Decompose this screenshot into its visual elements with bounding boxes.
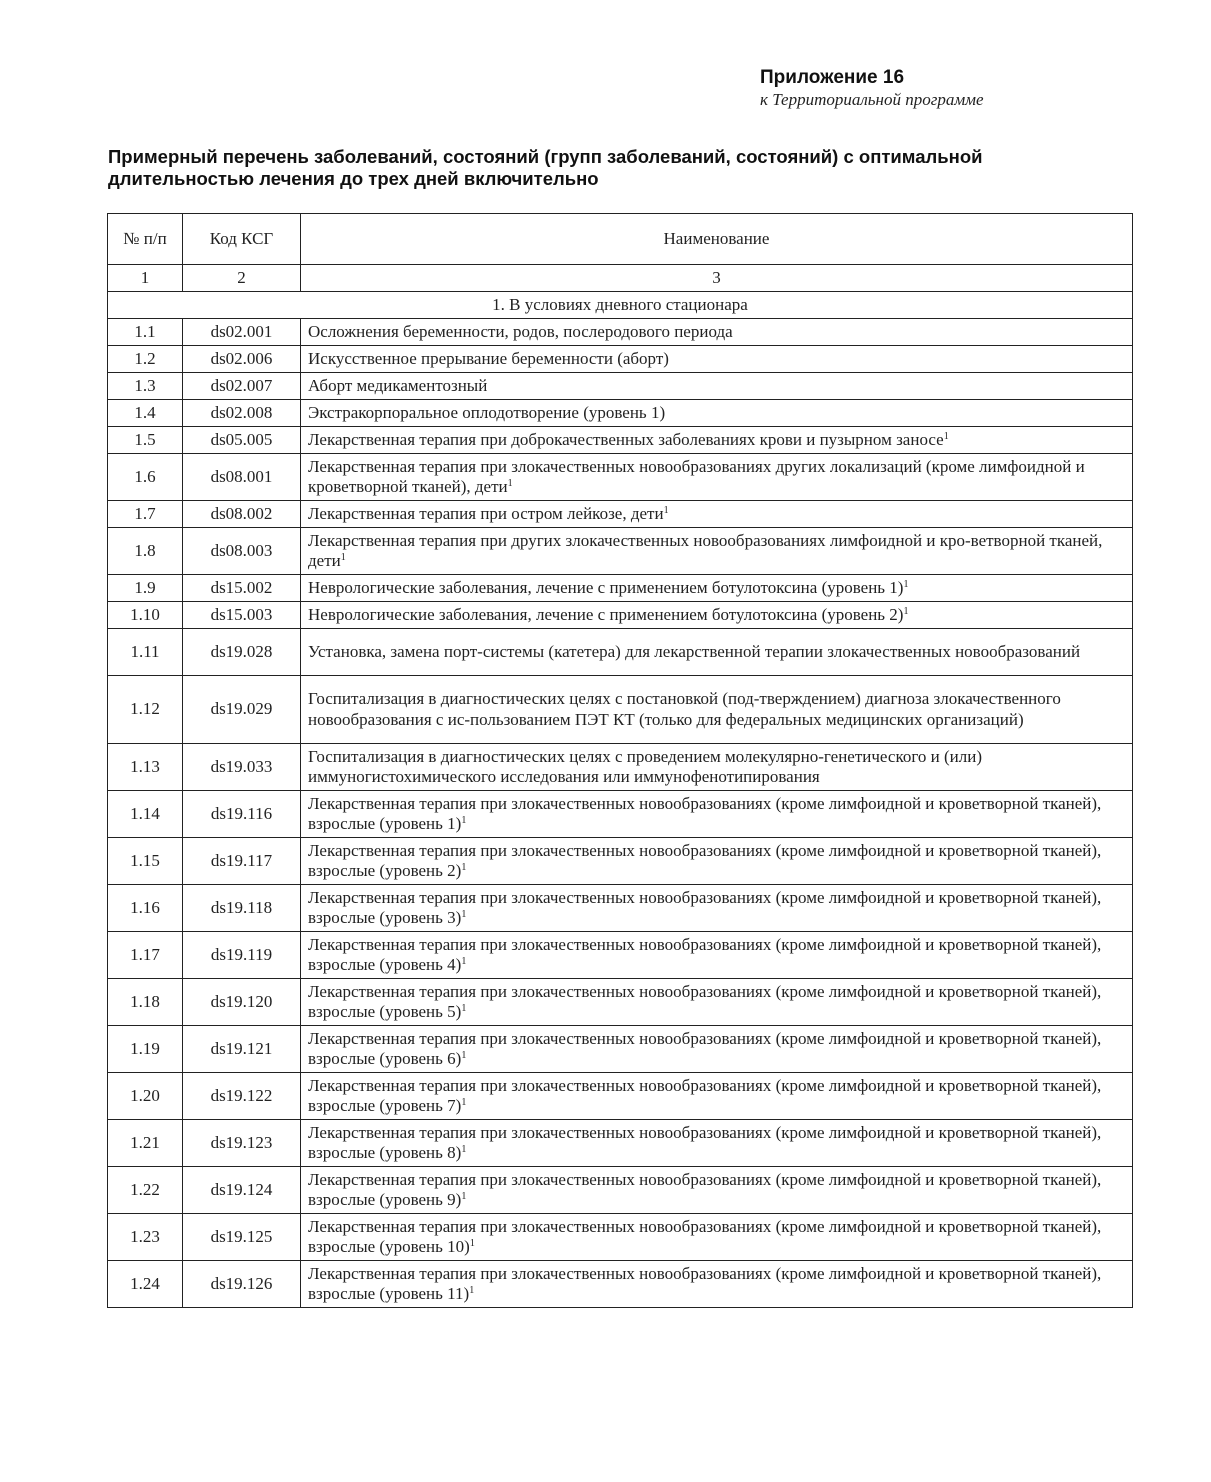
footnote-mark: 1	[903, 605, 909, 617]
footnote-mark: 1	[469, 1238, 475, 1249]
row-code: ds19.119	[183, 932, 301, 979]
row-number: 1.22	[108, 1167, 183, 1214]
row-code: ds19.029	[183, 676, 301, 744]
row-name: Осложнения беременности, родов, послеродового периода	[308, 321, 733, 341]
row-code: ds15.002	[183, 575, 301, 602]
row-name-cell	[301, 932, 1133, 979]
row-name-cell	[301, 1214, 1133, 1261]
table-row	[108, 1214, 1133, 1261]
row-name-cell	[301, 885, 1133, 932]
footnote-mark: 1	[507, 478, 513, 489]
row-name: Искусственное прерывание беременности (аборт)	[308, 348, 669, 368]
row-name-cell	[301, 501, 1133, 528]
row-number: 1.2	[108, 346, 183, 373]
row-name-cell	[301, 1073, 1133, 1120]
row-name: Лекарственная терапия при злокачественных новообразованиях (кроме лимфоидной и кроветворной тканей), взрослые (уровень 1)	[308, 793, 1102, 833]
row-number: 1.1	[108, 319, 183, 346]
footnote-mark: 1	[461, 909, 467, 920]
table-row	[108, 575, 1133, 602]
row-name-cell	[301, 602, 1133, 629]
row-code: ds08.003	[183, 528, 301, 575]
header-name: Наименование	[301, 214, 1133, 265]
appendix-subtitle: к Территориальной программе	[760, 90, 984, 109]
footnote-mark: 1	[461, 1097, 467, 1108]
column-number: 3	[301, 265, 1133, 292]
row-name: Лекарственная терапия при злокачественных новообразованиях (кроме лимфоидной и кроветворной тканей), взрослые (уровень 5)	[308, 981, 1102, 1021]
section-title: 1. В условиях дневного стационара	[108, 292, 1133, 319]
row-name: Установка, замена порт-системы (катетера) для лекарственной терапии злокачественных новообразований	[308, 641, 1081, 661]
row-name: Лекарственная терапия при злокачественных новообразованиях (кроме лимфоидной и кроветворной тканей), взрослые (уровень 11)	[308, 1263, 1102, 1303]
table-row	[108, 932, 1133, 979]
row-code: ds02.008	[183, 400, 301, 427]
row-name-cell	[301, 1026, 1133, 1073]
footnote-mark: 1	[461, 1003, 467, 1014]
section-row	[108, 292, 1133, 319]
table-row	[108, 791, 1133, 838]
row-code: ds19.116	[183, 791, 301, 838]
row-code: ds08.002	[183, 501, 301, 528]
row-number: 1.10	[108, 602, 183, 629]
row-name: Госпитализация в диагностических целях с проведением молекулярно-генетического и (или) иммуногистохимического исследования или иммунофенотипирования	[308, 746, 982, 786]
row-name: Лекарственная терапия при злокачественных новообразованиях (кроме лимфоидной и кроветворной тканей), взрослые (уровень 10)	[308, 1216, 1102, 1256]
header-code: Код КСГ	[183, 214, 301, 265]
row-name: Лекарственная терапия при злокачественных новообразованиях (кроме лимфоидной и кроветворной тканей), взрослые (уровень 9)	[308, 1169, 1102, 1209]
row-name-cell	[301, 979, 1133, 1026]
row-code: ds19.117	[183, 838, 301, 885]
appendix-title: Приложение 16	[760, 67, 905, 88]
row-name: Лекарственная терапия при злокачественных новообразованиях других локализаций (кроме лимфоидной и кроветворной тканей), дети	[308, 456, 1085, 496]
row-code: ds05.005	[183, 427, 301, 454]
row-name: Неврологические заболевания, лечение с применением ботулотоксина (уровень 1)	[308, 577, 904, 597]
row-number: 1.12	[108, 676, 183, 744]
row-code: ds02.007	[183, 373, 301, 400]
row-number: 1.7	[108, 501, 183, 528]
table-row	[108, 501, 1133, 528]
row-name-cell	[301, 427, 1133, 454]
row-name: Лекарственная терапия при злокачественных новообразованиях (кроме лимфоидной и кроветворной тканей), взрослые (уровень 3)	[308, 887, 1102, 927]
table-row	[108, 1073, 1133, 1120]
column-number: 1	[108, 265, 183, 292]
table-row	[108, 885, 1133, 932]
row-number: 1.15	[108, 838, 183, 885]
row-name-cell	[301, 373, 1133, 400]
table-row	[108, 1120, 1133, 1167]
row-number: 1.16	[108, 885, 183, 932]
row-code: ds19.122	[183, 1073, 301, 1120]
row-number: 1.13	[108, 744, 183, 791]
row-name-cell	[301, 744, 1133, 791]
row-name: Неврологические заболевания, лечение с применением ботулотоксина (уровень 2)	[308, 604, 904, 624]
column-number: 2	[183, 265, 301, 292]
table-row	[108, 400, 1133, 427]
row-number: 1.17	[108, 932, 183, 979]
row-code: ds19.121	[183, 1026, 301, 1073]
row-name-cell	[301, 838, 1133, 885]
diseases-table	[107, 213, 1133, 1308]
footnote-mark: 1	[461, 1050, 467, 1061]
row-name: Лекарственная терапия при других злокачественных новообразованиях лимфоидной и кро-ветворной тканей, дети	[308, 530, 1103, 570]
row-code: ds08.001	[183, 454, 301, 501]
row-number: 1.8	[108, 528, 183, 575]
row-number: 1.3	[108, 373, 183, 400]
row-name-cell	[301, 1167, 1133, 1214]
row-name-cell	[301, 1261, 1133, 1308]
table-row	[108, 373, 1133, 400]
row-name-cell	[301, 454, 1133, 501]
row-name-cell	[301, 676, 1133, 744]
row-code: ds19.118	[183, 885, 301, 932]
row-number: 1.6	[108, 454, 183, 501]
table-row	[108, 528, 1133, 575]
table-row	[108, 744, 1133, 791]
row-name-cell	[301, 346, 1133, 373]
row-code: ds19.126	[183, 1261, 301, 1308]
row-name: Лекарственная терапия при злокачественных новообразованиях (кроме лимфоидной и кроветворной тканей), взрослые (уровень 6)	[308, 1028, 1102, 1068]
footnote-mark: 1	[461, 862, 467, 873]
row-number: 1.11	[108, 629, 183, 676]
footnote-mark: 1	[469, 1285, 475, 1296]
row-name: Лекарственная терапия при остром лейкозе, дети	[308, 503, 664, 523]
row-number: 1.5	[108, 427, 183, 454]
table-row	[108, 838, 1133, 885]
row-name: Лекарственная терапия при злокачественных новообразованиях (кроме лимфоидной и кроветворной тканей), взрослые (уровень 7)	[308, 1075, 1102, 1115]
footnote-mark: 1	[340, 552, 346, 563]
row-name-cell	[301, 629, 1133, 676]
table-row	[108, 602, 1133, 629]
row-code: ds19.124	[183, 1167, 301, 1214]
row-number: 1.9	[108, 575, 183, 602]
table-row	[108, 676, 1133, 744]
row-number: 1.21	[108, 1120, 183, 1167]
row-number: 1.4	[108, 400, 183, 427]
row-name: Лекарственная терапия при доброкачественных заболеваниях крови и пузырном заносе	[308, 429, 944, 449]
row-number: 1.20	[108, 1073, 183, 1120]
footnote-mark: 1	[461, 815, 467, 826]
row-name: Экстракорпоральное оплодотворение (уровень 1)	[308, 402, 666, 422]
table-row	[108, 1167, 1133, 1214]
table-row	[108, 346, 1133, 373]
footnote-mark: 1	[461, 1144, 467, 1155]
footnote-mark: 1	[461, 956, 467, 967]
row-code: ds19.120	[183, 979, 301, 1026]
footnote-mark: 1	[663, 504, 669, 516]
table-row	[108, 1261, 1133, 1308]
footnote-mark: 1	[943, 430, 949, 442]
row-number: 1.18	[108, 979, 183, 1026]
row-code: ds02.001	[183, 319, 301, 346]
row-name: Аборт медикаментозный	[308, 375, 488, 395]
row-name-cell	[301, 400, 1133, 427]
row-name-cell	[301, 1120, 1133, 1167]
row-code: ds19.028	[183, 629, 301, 676]
row-name: Лекарственная терапия при злокачественных новообразованиях (кроме лимфоидной и кроветворной тканей), взрослые (уровень 8)	[308, 1122, 1102, 1162]
row-code: ds15.003	[183, 602, 301, 629]
table-row	[108, 427, 1133, 454]
table-header-row	[108, 214, 1133, 265]
row-name: Госпитализация в диагностических целях с постановкой (под-тверждением) диагноза злокачественного новообразования с ис-пользованием ПЭТ КТ (только для федеральных медицинских организаций)	[308, 689, 1061, 729]
row-number: 1.19	[108, 1026, 183, 1073]
row-name: Лекарственная терапия при злокачественных новообразованиях (кроме лимфоидной и кроветворной тканей), взрослые (уровень 2)	[308, 840, 1102, 880]
row-number: 1.24	[108, 1261, 183, 1308]
row-name-cell	[301, 319, 1133, 346]
column-numbers-row	[108, 265, 1133, 292]
row-name-cell	[301, 575, 1133, 602]
table-row	[108, 319, 1133, 346]
row-code: ds19.033	[183, 744, 301, 791]
footnote-mark: 1	[903, 578, 909, 590]
table-row	[108, 629, 1133, 676]
row-code: ds19.123	[183, 1120, 301, 1167]
row-name-cell	[301, 791, 1133, 838]
row-code: ds19.125	[183, 1214, 301, 1261]
row-number: 1.14	[108, 791, 183, 838]
row-name-cell	[301, 528, 1133, 575]
header-number: № п/п	[108, 214, 183, 265]
row-name: Лекарственная терапия при злокачественных новообразованиях (кроме лимфоидной и кроветворной тканей), взрослые (уровень 4)	[308, 934, 1102, 974]
row-code: ds02.006	[183, 346, 301, 373]
row-number: 1.23	[108, 1214, 183, 1261]
appendix-header	[760, 66, 984, 110]
table-row	[108, 454, 1133, 501]
table-row	[108, 1026, 1133, 1073]
table-row	[108, 979, 1133, 1026]
footnote-mark: 1	[461, 1191, 467, 1202]
document-title: Примерный перечень заболеваний, состояний (групп заболеваний, состояний) с оптимальной длительностью лечения до трех дней включительно	[108, 146, 983, 189]
